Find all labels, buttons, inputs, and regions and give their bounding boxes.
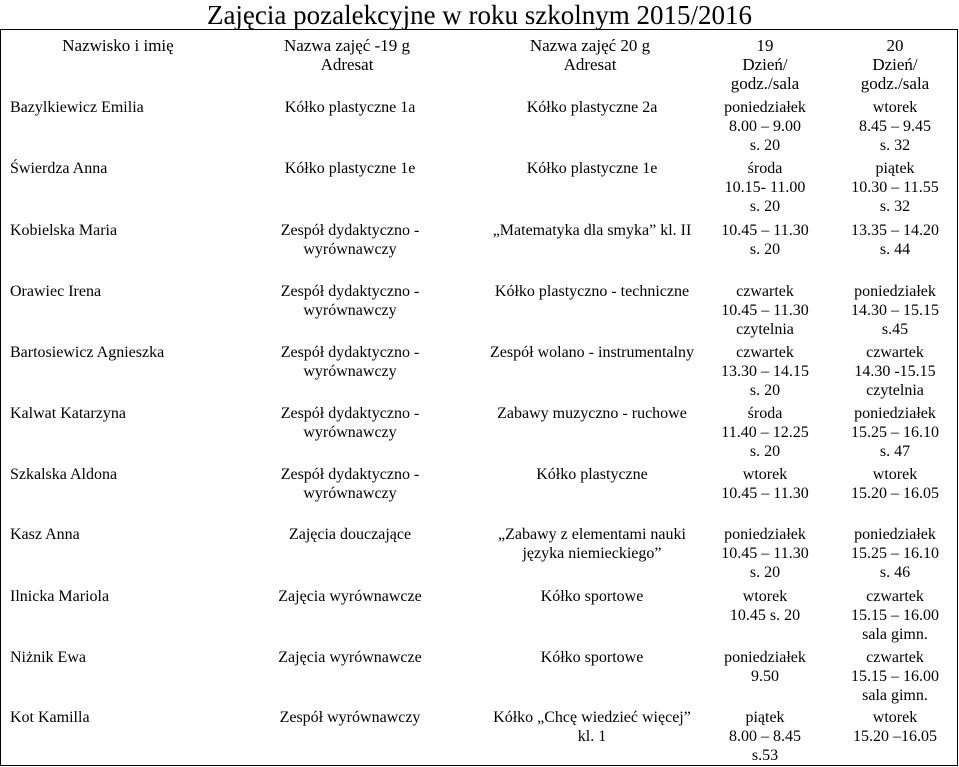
surname: Kot	[10, 709, 34, 726]
day19-line: s. 20	[749, 443, 781, 460]
day19-line: 10.45 – 11.30	[721, 485, 809, 502]
act19-line: Zajęcia wyrównawcze	[278, 588, 422, 605]
cell-day20	[835, 282, 955, 339]
day20-line: s. 47	[879, 443, 911, 460]
cell-day19	[705, 525, 825, 582]
day20-line: wtorek	[872, 709, 918, 726]
act20-line: „Zabawy z elementami nauki	[498, 526, 686, 543]
day20-line: 14.30 – 15.15	[851, 302, 939, 319]
day19-line: poniedziałek	[724, 649, 806, 666]
cell-day19	[705, 343, 825, 400]
cell-act19	[250, 525, 450, 544]
cell-name	[10, 98, 144, 117]
day19-line: 13.30 – 14.15	[721, 363, 809, 380]
day20-line: s. 46	[879, 564, 911, 581]
first-name: Kamilla	[34, 709, 90, 726]
act20-line: kl. 1	[577, 728, 607, 745]
act19-line: wyrównawczy	[303, 363, 397, 380]
header-day20-line: godz./sala	[860, 74, 930, 93]
cell-day20	[835, 404, 955, 461]
day19-line: s.53	[751, 747, 779, 764]
act20-line: Kółko plastyczne	[536, 466, 648, 483]
first-name: Agnieszka	[93, 344, 165, 361]
act19-line: Kółko plastyczne 1e	[284, 160, 416, 177]
day19-line: czytelnia	[736, 321, 794, 338]
cell-act19	[250, 282, 450, 320]
cell-name	[10, 343, 164, 362]
cell-act20	[462, 282, 722, 301]
cell-name	[10, 404, 126, 423]
cell-act19	[250, 98, 450, 117]
cell-day19	[705, 282, 825, 339]
act19-line: Zespół dydaktyczno -	[280, 344, 420, 361]
day19-line: 8.00 – 9.00	[729, 118, 801, 135]
day20-line: wtorek	[872, 99, 918, 116]
day19-line: czwartek	[736, 283, 794, 300]
header-act19-line: Nazwa zajęć -19 g	[283, 36, 410, 55]
surname: Orawiec	[10, 283, 65, 300]
cell-act19	[250, 648, 450, 667]
day20-line: 8.45 – 9.45	[859, 118, 931, 135]
surname: Szkalska	[10, 466, 67, 483]
header-name	[38, 36, 198, 55]
act19-line: Zespół dydaktyczno -	[280, 405, 420, 422]
cell-act19	[250, 159, 450, 178]
act19-line: Zespół dydaktyczno -	[280, 466, 420, 483]
act19-line: wyrównawczy	[303, 485, 397, 502]
cell-name	[10, 282, 101, 301]
cell-day20	[835, 587, 955, 644]
surname: Kasz	[10, 526, 42, 543]
day20-line: czwartek	[866, 588, 924, 605]
act20-line: Kółko plastyczne 1e	[526, 160, 658, 177]
cell-act19	[250, 221, 450, 259]
page-title: Zajęcia pozalekcyjne w roku szkolnym 2015/2016	[206, 0, 753, 30]
cell-day20	[835, 708, 955, 746]
day20-line: sala gimn.	[862, 687, 928, 704]
act19-line: Kółko plastyczne 1a	[284, 99, 416, 116]
cell-act20	[462, 708, 722, 746]
cell-day19	[705, 159, 825, 216]
act19-line: wyrównawczy	[303, 424, 397, 441]
header-act20	[505, 36, 675, 74]
day19-line: poniedziałek	[724, 99, 806, 116]
cell-day19	[705, 404, 825, 461]
cell-day20	[835, 648, 955, 705]
act20-line: Kółko „Chcę wiedzieć więcej”	[493, 709, 691, 726]
cell-name	[10, 221, 117, 240]
day19-line: 10.15- 11.00	[724, 179, 806, 196]
day20-line: s.45	[881, 321, 909, 338]
cell-day19	[705, 465, 825, 503]
cell-day20	[835, 465, 955, 503]
act19-line: wyrównawczy	[303, 302, 397, 319]
act20-line: Kółko sportowe	[540, 649, 644, 666]
surname: Ilnicka	[10, 588, 55, 605]
cell-name	[10, 465, 117, 484]
day19-line: s. 20	[749, 241, 781, 258]
day19-line: 10.45 – 11.30	[721, 545, 809, 562]
day19-line: s. 20	[749, 137, 781, 154]
act19-line: Zespół wyrównawczy	[279, 709, 421, 726]
act19-line: Zespół dydaktyczno -	[280, 283, 420, 300]
cell-name	[10, 525, 80, 544]
cell-day20	[835, 98, 955, 155]
day19-line: s. 20	[749, 382, 781, 399]
cell-act20	[462, 221, 722, 240]
act19-line: Zespół dydaktyczno -	[280, 222, 420, 239]
cell-act19	[250, 587, 450, 606]
day20-line: wtorek	[872, 466, 918, 483]
day20-line: s. 32	[879, 137, 911, 154]
cell-act20	[462, 587, 722, 606]
cell-act19	[250, 465, 450, 503]
day19-line: 10.45 s. 20	[729, 607, 801, 624]
header-act19	[262, 36, 432, 74]
surname: Bartosiewicz	[10, 344, 94, 361]
day19-line: środa	[747, 160, 783, 177]
day19-line: 10.45 – 11.30	[721, 222, 809, 239]
day20-line: 15.15 – 16.00	[851, 607, 939, 624]
cell-act20	[462, 343, 722, 362]
day19-line: środa	[747, 405, 783, 422]
act20-line: Kółko sportowe	[540, 588, 644, 605]
day19-line: 8.00 – 8.45	[729, 728, 801, 745]
first-name: Aldona	[66, 466, 118, 483]
header-day20-line: Dzień/	[872, 55, 918, 74]
first-name: Maria	[74, 222, 118, 239]
cell-day19	[705, 587, 825, 625]
day20-line: poniedziałek	[854, 526, 936, 543]
day19-line: 9.50	[751, 668, 779, 685]
act19-line: Zajęcia douczające	[288, 526, 412, 543]
day20-line: piątek	[875, 160, 915, 177]
surname: Niżnik	[10, 649, 54, 666]
header-day19-line: godz./sala	[730, 74, 800, 93]
cell-day19	[705, 98, 825, 155]
cell-name	[10, 587, 109, 606]
first-name: Anna	[41, 526, 80, 543]
day20-line: 15.15 – 16.00	[851, 668, 939, 685]
cell-act20	[462, 525, 722, 563]
day19-line: wtorek	[742, 466, 788, 483]
cell-act20	[462, 404, 722, 423]
cell-day20	[835, 159, 955, 216]
day20-line: 15.20 – 16.05	[851, 485, 939, 502]
act19-line: wyrównawczy	[303, 241, 397, 258]
first-name: Katarzyna	[56, 405, 126, 422]
cell-act19	[250, 343, 450, 381]
day19-line: 10.45 – 11.30	[721, 302, 809, 319]
header-name-text: Nazwisko i imię	[62, 36, 174, 55]
act20-line: Kółko plastyczno - techniczne	[494, 283, 690, 300]
header-act19-line: Adresat	[320, 55, 374, 74]
cell-act19	[250, 708, 450, 727]
first-name: Irena	[64, 283, 102, 300]
day20-line: sala gimn.	[862, 626, 928, 643]
day19-line: s. 20	[749, 564, 781, 581]
cell-act20	[462, 648, 722, 667]
day20-line: 15.25 – 16.10	[851, 545, 939, 562]
first-name: Anna	[69, 160, 108, 177]
surname: Bazylkiewicz	[10, 99, 98, 116]
day20-line: czwartek	[866, 649, 924, 666]
header-act20-line: Nazwa zajęć 20 g	[529, 36, 651, 55]
day20-line: czytelnia	[866, 382, 924, 399]
cell-act20	[462, 98, 722, 117]
day20-line: 10.30 – 11.55	[851, 179, 939, 196]
header-day20	[835, 36, 955, 93]
day20-line: 14.30 -15.15	[854, 363, 936, 380]
day20-line: 15.20 –16.05	[853, 728, 937, 745]
surname: Kobielska	[10, 222, 75, 239]
act20-line: „Matematyka dla smyka” kl. II	[492, 222, 692, 239]
cell-day19	[705, 221, 825, 259]
day19-line: s. 20	[749, 198, 781, 215]
day19-line: 11.40 – 12.25	[721, 424, 809, 441]
day20-line: 15.25 – 16.10	[851, 424, 939, 441]
cell-day19	[705, 708, 825, 765]
day20-line: czwartek	[866, 344, 924, 361]
act20-line: Zabawy muzyczno - ruchowe	[497, 405, 687, 422]
header-day19	[705, 36, 825, 93]
cell-act19	[250, 404, 450, 442]
header-act20-line: Adresat	[563, 55, 617, 74]
header-day19-line: 19	[756, 36, 774, 55]
cell-day20	[835, 525, 955, 582]
day20-line: s. 44	[879, 241, 911, 258]
act20-line: języka niemieckiego”	[522, 545, 662, 562]
surname: Kalwat	[10, 405, 57, 422]
first-name: Emilia	[97, 99, 144, 116]
day20-line: 13.35 – 14.20	[851, 222, 939, 239]
cell-name	[10, 708, 90, 727]
act20-line: Zespół wolano - instrumentalny	[490, 344, 694, 361]
day19-line: piątek	[745, 709, 785, 726]
cell-name	[10, 159, 107, 178]
act19-line: Zajęcia wyrównawcze	[278, 649, 422, 666]
cell-act20	[462, 159, 722, 178]
day20-line: poniedziałek	[854, 405, 936, 422]
first-name: Ewa	[53, 649, 86, 666]
act20-line: Kółko plastyczne 2a	[526, 99, 658, 116]
cell-day20	[835, 343, 955, 400]
day19-line: czwartek	[736, 344, 794, 361]
header-day19-line: Dzień/	[742, 55, 788, 74]
surname: Świerdza	[10, 160, 70, 177]
cell-act20	[462, 465, 722, 484]
day19-line: poniedziałek	[724, 526, 806, 543]
day19-line: wtorek	[742, 588, 788, 605]
cell-day19	[705, 648, 825, 686]
day20-line: s. 32	[879, 198, 911, 215]
first-name: Mariola	[54, 588, 110, 605]
day20-line: poniedziałek	[854, 283, 936, 300]
header-day20-line: 20	[886, 36, 904, 55]
cell-name	[10, 648, 86, 667]
cell-day20	[835, 221, 955, 259]
